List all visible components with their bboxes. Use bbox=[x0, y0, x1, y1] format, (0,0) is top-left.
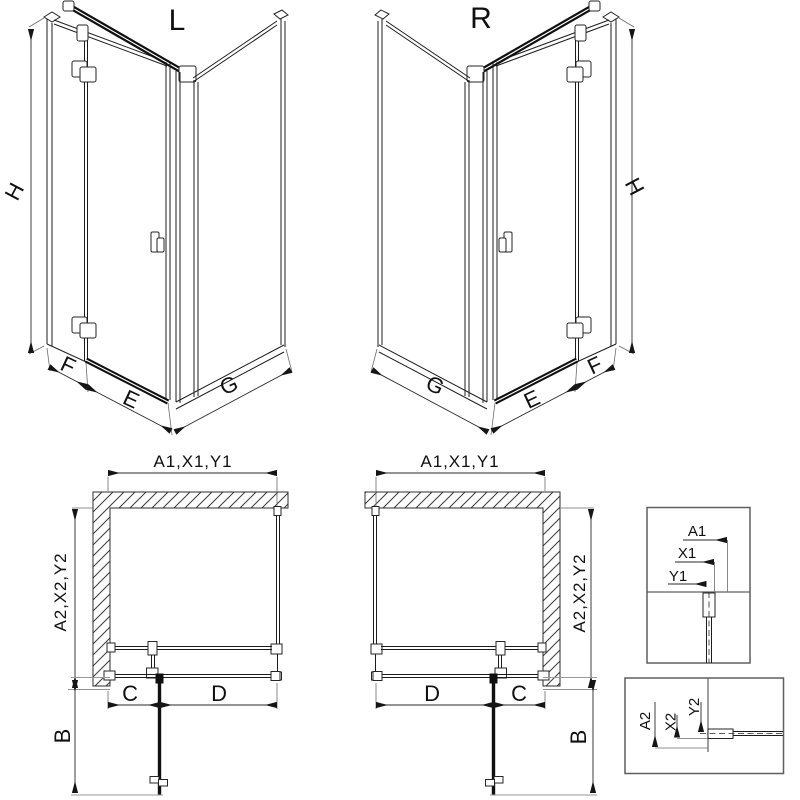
dim-label-width-group-left: A1,X1,Y1 bbox=[153, 452, 233, 471]
detail-label-a2: A2 bbox=[637, 711, 654, 731]
dim-label-door-open-left: B bbox=[50, 728, 75, 744]
variant-label-left: L bbox=[168, 4, 186, 37]
iso-view-right bbox=[371, 1, 649, 435]
wall-hatch-right-plan bbox=[365, 492, 560, 686]
door-handle-plan-right bbox=[486, 777, 504, 787]
dim-label-side-right: G bbox=[422, 370, 449, 401]
detail-label-x1: X1 bbox=[677, 545, 697, 562]
dim-label-d-left: D bbox=[211, 681, 227, 706]
detail-label-a1: A1 bbox=[687, 523, 707, 540]
wall-hatch-left-plan bbox=[93, 492, 288, 686]
detail-box-wall-profile-bottom bbox=[625, 678, 784, 774]
plan-view-left bbox=[50, 452, 288, 795]
dim-label-door-left: E bbox=[119, 384, 144, 414]
support-bar-plan bbox=[107, 642, 272, 679]
dim-label-door-open-right: B bbox=[566, 729, 591, 745]
dim-label-side-left: G bbox=[215, 370, 242, 401]
dim-label-fixed-right: F bbox=[583, 351, 607, 380]
dim-label-height-right: H bbox=[619, 173, 650, 200]
door-handle-plan bbox=[150, 777, 168, 787]
iso-view-left bbox=[0, 1, 292, 435]
detail-label-y1: Y1 bbox=[668, 568, 688, 585]
enclosure-structure-right bbox=[375, 1, 619, 409]
detail-label-x2: X2 bbox=[662, 712, 680, 732]
dim-label-depth-group-right: A2,X2,Y2 bbox=[570, 553, 589, 633]
dim-label-width-group-right: A1,X1,Y1 bbox=[420, 452, 500, 471]
front-glass-plan bbox=[115, 675, 271, 678]
enclosure-structure-left bbox=[44, 1, 288, 409]
plan-view-right bbox=[365, 452, 597, 795]
dim-label-c-right: C bbox=[511, 681, 527, 706]
dim-label-fixed-left: F bbox=[56, 351, 80, 380]
front-glass-plan-right bbox=[382, 675, 538, 678]
dim-label-depth-group-left: A2,X2,Y2 bbox=[51, 552, 70, 632]
dim-label-door-right: E bbox=[519, 384, 544, 414]
dim-label-d-right: D bbox=[424, 681, 440, 706]
detail-label-y2: Y2 bbox=[686, 697, 703, 717]
detail-box-wall-profile-top bbox=[647, 508, 750, 664]
variant-label-right: R bbox=[470, 2, 492, 35]
support-bar-plan-right bbox=[381, 642, 546, 679]
dim-label-height-left: H bbox=[0, 178, 30, 205]
dim-label-c-left: C bbox=[122, 681, 138, 706]
